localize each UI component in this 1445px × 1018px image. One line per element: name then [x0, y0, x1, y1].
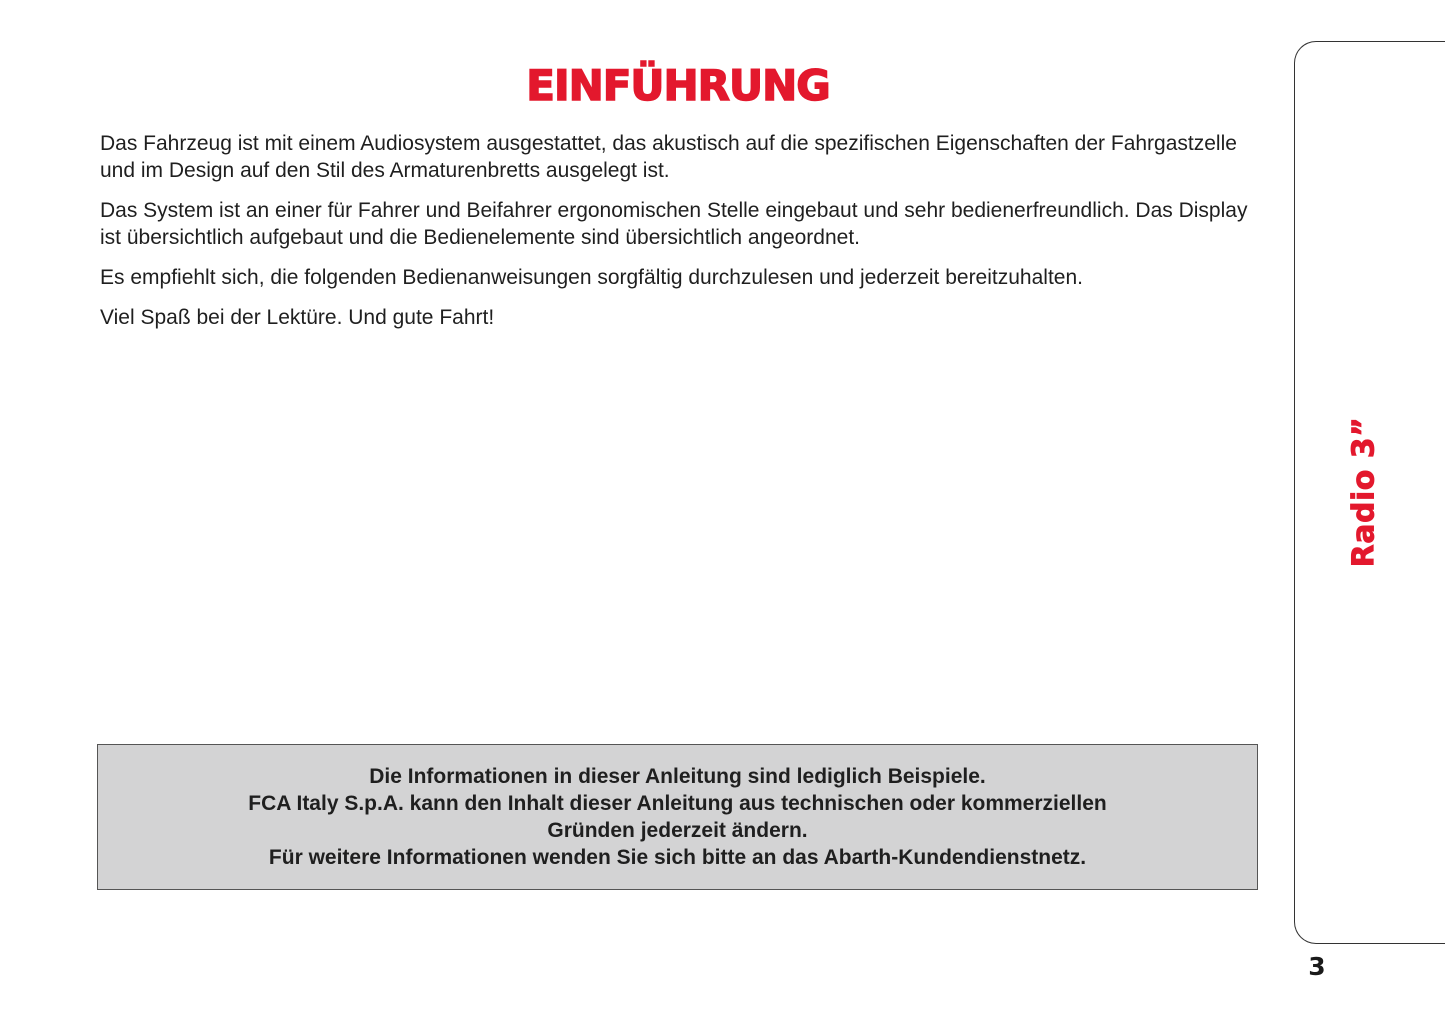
notice-line: Für weitere Informationen wenden Sie sich bitte an das Abarth-Kundendienstnetz. — [268, 846, 1087, 869]
notice-line: Die Informationen in dieser Anleitung sind lediglich Beispiele. — [369, 765, 986, 788]
paragraph: Das System ist an einer für Fahrer und Beifahrer ergonomischen Stelle eingebaut und sehr bedienerfreundlich. Das Display ist übersichtlich aufgebaut und die Bedienelemente sind übersichtlich angeordnet. — [100, 199, 1248, 249]
paragraph: Das Fahrzeug ist mit einem Audiosystem ausgestattet, das akustisch auf die spezifischen Eigenschaften der Fahrgastzelle und im Design auf den Stil des Armaturenbretts ausgelegt ist. — [100, 132, 1237, 182]
intro-text — [100, 130, 1270, 344]
paragraph: Viel Spaß bei der Lektüre. Und gute Fahrt! — [100, 306, 495, 329]
page-number: 3 — [1308, 952, 1326, 981]
paragraph: Es empfiehlt sich, die folgenden Bedienanweisungen sorgfältig durchzulesen und jederzeit bereitzuhalten. — [100, 266, 1083, 289]
notice-box — [97, 744, 1258, 890]
chapter-tab-label: Radio 3” — [1346, 416, 1382, 568]
notice-line: FCA Italy S.p.A. kann den Inhalt dieser Anleitung aus technischen oder kommerziellen — [248, 792, 1107, 815]
notice-line: Gründen jederzeit ändern. — [547, 819, 808, 842]
page-title: EINFÜHRUNG — [526, 61, 830, 111]
